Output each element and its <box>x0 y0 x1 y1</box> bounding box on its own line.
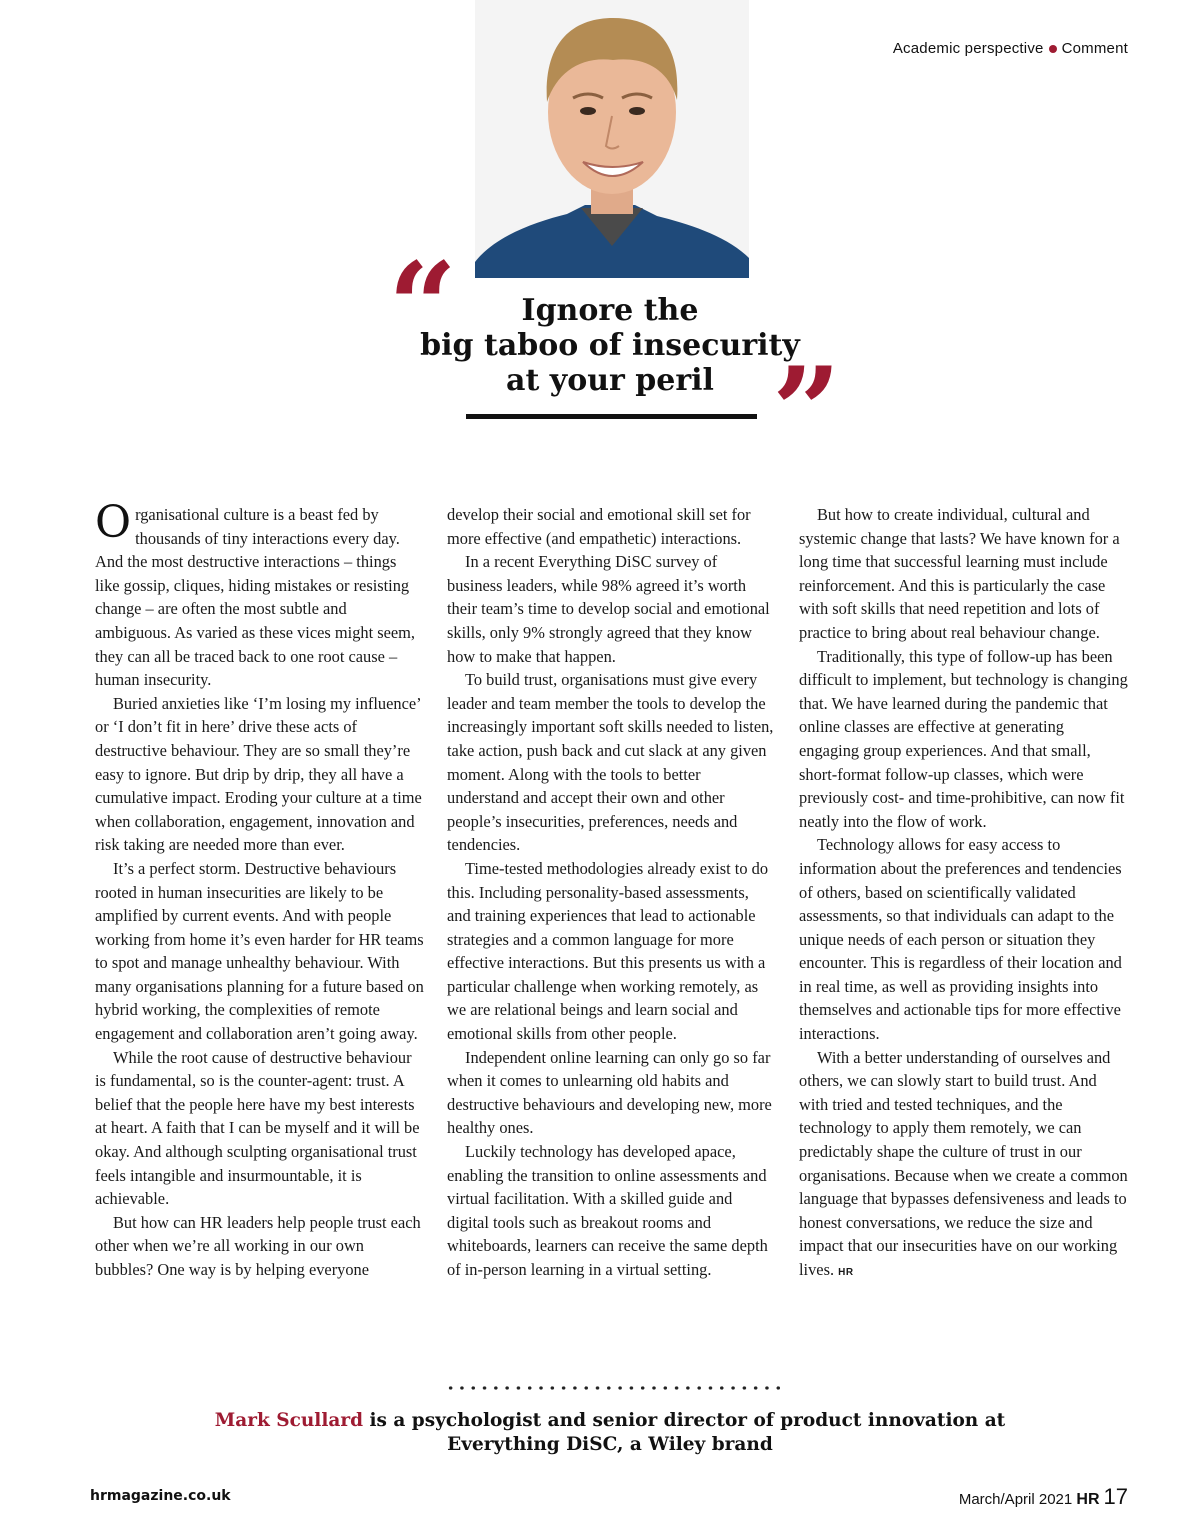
headline-line-2: big taboo of insecurity <box>420 328 800 363</box>
author-bio <box>160 1409 1060 1457</box>
section-tag <box>893 40 1128 57</box>
paragraph: To build trust, organisations must give every leader and team member the tools to develop the increasingly important soft skills needed to listen, take action, push back and cut slack at any given moment. Along with the tools to better understand and accept their own and other people’s insecurities, preferences, needs and tendencies. <box>447 670 774 855</box>
bio-line-1 <box>160 1409 1060 1433</box>
paragraph: In a recent Everything DiSC survey of business leaders, while 98% agreed it’s worth their team’s time to develop social and emotional skills, only 9% strongly agreed that they know how to make that happen. <box>447 552 770 666</box>
paragraph: Technology allows for easy access to information about the preferences and tendencies of others, based on scientifically validated assessments, so that individuals can adapt to the unique needs of each person or situation they encounter. This is regardless of their location and in real time, as well as providing insights into themselves and actionable tips for more effective interactions. <box>799 835 1122 1044</box>
footer-website: hrmagazine.co.uk <box>90 1488 231 1504</box>
bio-line-2: Everything DiSC, a Wiley brand <box>447 1434 773 1455</box>
subsection-label: Comment <box>1061 40 1128 57</box>
paragraph: Traditionally, this type of follow-up has been difficult to implement, but technology is changing that. We have learned during the pandemic that online classes are effective at generating engaging group experiences. And that small, short-format follow-up classes, which were previously cost- and time-prohibitive, can now fit neatly into the flow of work. <box>799 646 1128 831</box>
article-column-1 <box>95 497 424 1285</box>
paragraph-text: With a better understanding of ourselves and others, we can slowly start to build trust. And with tried and tested techniques, and the technology to apply them remotely, we can predictably shape the culture of trust in our organisations. Because when we create a common language that bypasses defensiveness and leads to honest conversations, we reduce the size and impact that our insecurities have on our working lives. <box>799 1047 1128 1279</box>
paragraph <box>799 1046 1128 1285</box>
headline-line-1: Ignore the <box>521 293 699 328</box>
paragraph <box>95 497 424 692</box>
paragraph: It’s a perfect storm. Destructive behaviours rooted in human insecurities are likely to be amplified by current events. And with people working from home it’s even harder for HR teams to spot and manage unhealthy behaviour. With many organisations planning for a future based on hybrid working, the complexities of remote engagement and collaboration aren’t going away. <box>95 858 424 1044</box>
paragraph: Independent online learning can only go so far when it comes to unlearning old habits and destructive behaviours and developing new, more healthy ones. <box>447 1047 772 1138</box>
page-number: 17 <box>1103 1484 1128 1509</box>
article-column-3 <box>799 503 1128 1285</box>
bio-text: is a psychologist and senior director of product innovation at <box>363 1410 1006 1431</box>
author-name: Mark Scullard <box>214 1410 364 1431</box>
paragraph: Time-tested methodologies already exist to do this. Including personality-based assessments, and training experiences that lead to actionable strategies and a common language for more effective interactions. But this presents us with a particular challenge when working remotely, as we are relational beings and learn social and emotional skills from other people. <box>447 858 769 1044</box>
section-label: Academic perspective <box>892 40 1044 57</box>
dotted-divider <box>445 1386 780 1390</box>
paragraph: Buried anxieties like ‘I’m losing my influence’ or ‘I don’t fit in here’ drive these acts of destructive behaviour. They are so small they’re easy to ignore. But drip by drip, they all have a cumulative impact. Eroding your culture at a time when collaboration, engagement, innovation and risk taking are needed more than ever. <box>95 693 422 855</box>
paragraph: While the root cause of destructive behaviour is fundamental, so is the counter-agent: trust. A belief that the people here have my best interests at heart. A faith that I can be myself and it will be okay. And although sculpting organisational trust feels intangible and insurmountable, it is achievable. <box>95 1047 420 1209</box>
footer-folio <box>959 1484 1128 1510</box>
headline <box>420 293 800 398</box>
paragraph: But how to create individual, cultural and systemic change that lasts? We have known for a long time that successful learning must include reinforcement. And this is particularly the case with soft skills that need repetition and lots of practice to bring about real behaviour change. <box>799 505 1120 642</box>
hr-end-mark: HR <box>838 1267 854 1278</box>
article-body <box>95 497 1128 1285</box>
author-portrait <box>475 0 749 278</box>
bullet-dot-icon <box>1049 45 1057 53</box>
paragraph: But how can HR leaders help people trust each other when we’re all working in our own bubbles? One way is by helping everyone <box>95 1212 421 1279</box>
paragraph: develop their social and emotional skill set for more effective (and empathetic) interactions. <box>447 505 751 548</box>
issue-date: March/April 2021 <box>958 1491 1073 1508</box>
magazine-logo: HR <box>1076 1491 1100 1508</box>
headline-rule <box>466 414 757 419</box>
drop-cap: O <box>95 497 132 548</box>
paragraph: Luckily technology has developed apace, enabling the transition to online assessments and virtual facilitation. With a skilled guide and digital tools such as breakout rooms and whiteboards, learners can receive the same depth of in-person learning in a virtual setting. <box>447 1142 768 1279</box>
article-column-2 <box>447 503 776 1285</box>
author-photo-illustration <box>475 0 749 278</box>
open-quote-mark: “ <box>388 236 458 377</box>
paragraph-text: rganisational culture is a beast fed by thousands of tiny interactions every day. And the most destructive interactions – things like gossip, cliques, hiding mistakes or resisting change – are often the most subtle and ambiguous. As varied as these vices might seem, they can all be traced back to one root cause – human insecurity. <box>95 505 416 690</box>
close-quote-mark: ” <box>772 341 842 482</box>
headline-line-3: at your peril <box>506 363 714 398</box>
